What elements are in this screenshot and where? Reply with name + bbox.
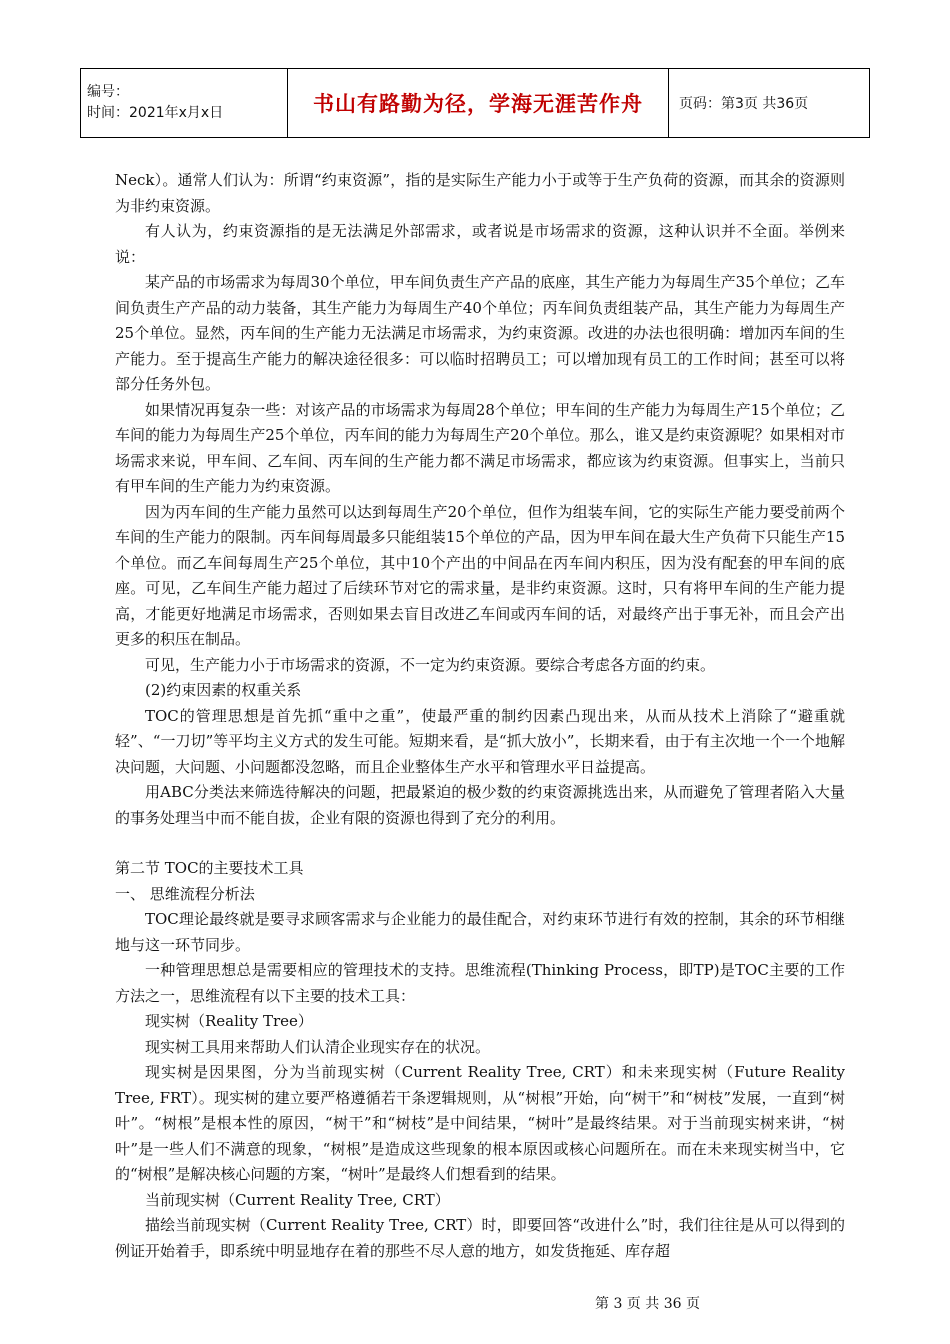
header-page-info: 页码：第3页 共36页 — [669, 69, 870, 138]
paragraph: 用ABC分类法来筛选待解决的问题，把最紧迫的极少数的约束资源挑选出来，从而避免了管理者陷入大量的事务处理当中而不能自拔，企业有限的资源也得到了充分的利用。 — [115, 783, 845, 827]
paragraph: TOC的管理思想是首先抓“重中之重”，使最严重的制约因素凸现出来，从而从技术上消除了“避重就轻”、“一刀切”等平均主义方式的发生可能。短期来看，是“抓大放小”，长期来看，由于有主次地一个一个地解决问题，大问题、小问题都没忽略，而且企业整体生产水平和管理水平日益提高。 — [115, 706, 845, 776]
paragraph: 当前现实树（Current Reality Tree, CRT） — [145, 1190, 450, 1209]
paragraph: 某产品的市场需求为每周30个单位，甲车间负责生产产品的底座，其生产能力为每周生产35个单位；乙车间负责生产产品的动力装备，其生产能力为每周生产40个单位；丙车间负责组装产品，其生产能力为每周生产25个单位。显然，丙车间的生产能力无法满足市场需求，为约束资源。改进的办法也很明确：增加丙车间的生产能力。至于提高生产能力的解决途径很多：可以临时招聘员工；可以增加现有员工的工作时间；甚至可以将部分任务外包。 — [115, 273, 845, 393]
paragraph: 现实树是因果图，分为当前现实树（Current Reality Tree, CRT）和未来现实树（Future Reality Tree, FRT）。现实树的建立要严格遵循若干条逻辑规则，从“树根”开始，向“树干”和“树枝”发展，一直到“树叶”。“树根”是根本性的原因，“树干”和“树枝”是中间结果，“树叶”是最终结果。对于当前现实树来讲，“树叶”是一些人们不满意的现象，“树根”是造成这些现象的根本原因或核心问题所在。而在未来现实树当中，它的“树根”是解决核心问题的方案，“树叶”是最终人们想看到的结果。 — [115, 1063, 845, 1183]
page-footer: 第 3 页 共 36 页 — [595, 1296, 700, 1312]
paragraph: 现实树工具用来帮助人们认清企业现实存在的状况。 — [145, 1037, 491, 1056]
paragraph: 描绘当前现实树（Current Reality Tree, CRT）时，即要回答“改进什么”时，我们往往是从可以得到的例证开始着手，即系统中明显地存在着的那些不尽人意的地方，如发货拖延、库存超 — [115, 1216, 845, 1260]
paragraph: 有人认为，约束资源指的是无法满足外部需求，或者说是市场需求的资源，这种认识并不全面。举例来说： — [115, 222, 845, 266]
document-date: 时间：2021年x月x日 — [87, 105, 224, 121]
paragraph: (2)约束因素的权重关系 — [145, 681, 302, 699]
paragraph-gap — [115, 831, 845, 856]
paragraph: Neck）。通常人们认为：所谓“约束资源”，指的是实际生产能力小于或等于生产负荷的资源，而其余的资源则为非约束资源。 — [115, 171, 845, 215]
paragraph: TOC理论最终就是要寻求顾客需求与企业能力的最佳配合，对约束环节进行有效的控制，其余的环节相继地与这一环节同步。 — [115, 910, 845, 954]
paragraph: 第二节 TOC的主要技术工具 — [115, 859, 304, 877]
paragraph: 一种管理思想总是需要相应的管理技术的支持。思维流程(Thinking Process，即TP)是TOC主要的工作方法之一，思维流程有以下主要的技术工具： — [115, 961, 845, 1005]
paragraph: 可见，生产能力小于市场需求的资源，不一定为约束资源。要综合考虑各方面的约束。 — [145, 655, 716, 674]
paragraph: 因为丙车间的生产能力虽然可以达到每周生产20个单位，但作为组装车间，它的实际生产能力要受前两个车间的生产能力的限制。丙车间每周最多只能组装15个单位的产品，因为甲车间在最大生产负荷下只能生产15个单位。而乙车间每周生产25个单位，其中10个产出的中间品在丙车间内积压，因为没有配套的甲车间的底座。可见，乙车间生产能力超过了后续环节对它的需求量，是非约束资源。这时，只有将甲车间的生产能力提高，才能更好地满足市场需求，否则如果去盲目改进乙车间或丙车间的话，对最终产出于事无补，而且会产出更多的积压在制品。 — [115, 502, 845, 648]
document-body — [115, 168, 845, 1264]
document-code: 编号： — [87, 84, 129, 100]
header-meta — [81, 69, 288, 138]
paragraph: 现实树（Reality Tree） — [145, 1012, 313, 1030]
paragraph: 如果情况再复杂一些：对该产品的市场需求为每周28个单位；甲车间的生产能力为每周生产15个单位；乙车间的能力为每周生产25个单位，丙车间的能力为每周生产20个单位。那么，谁又是约束资源呢？如果相对市场需求来说，甲车间、乙车间、丙车间的生产能力都不满足市场需求，都应该为约束资源。但事实上，当前只有甲车间的生产能力为约束资源。 — [115, 400, 845, 495]
paragraph: 一、 思维流程分析法 — [115, 884, 255, 903]
header-motto: 书山有路勤为径，学海无涯苦作舟 — [288, 69, 669, 138]
page-header — [80, 68, 870, 138]
